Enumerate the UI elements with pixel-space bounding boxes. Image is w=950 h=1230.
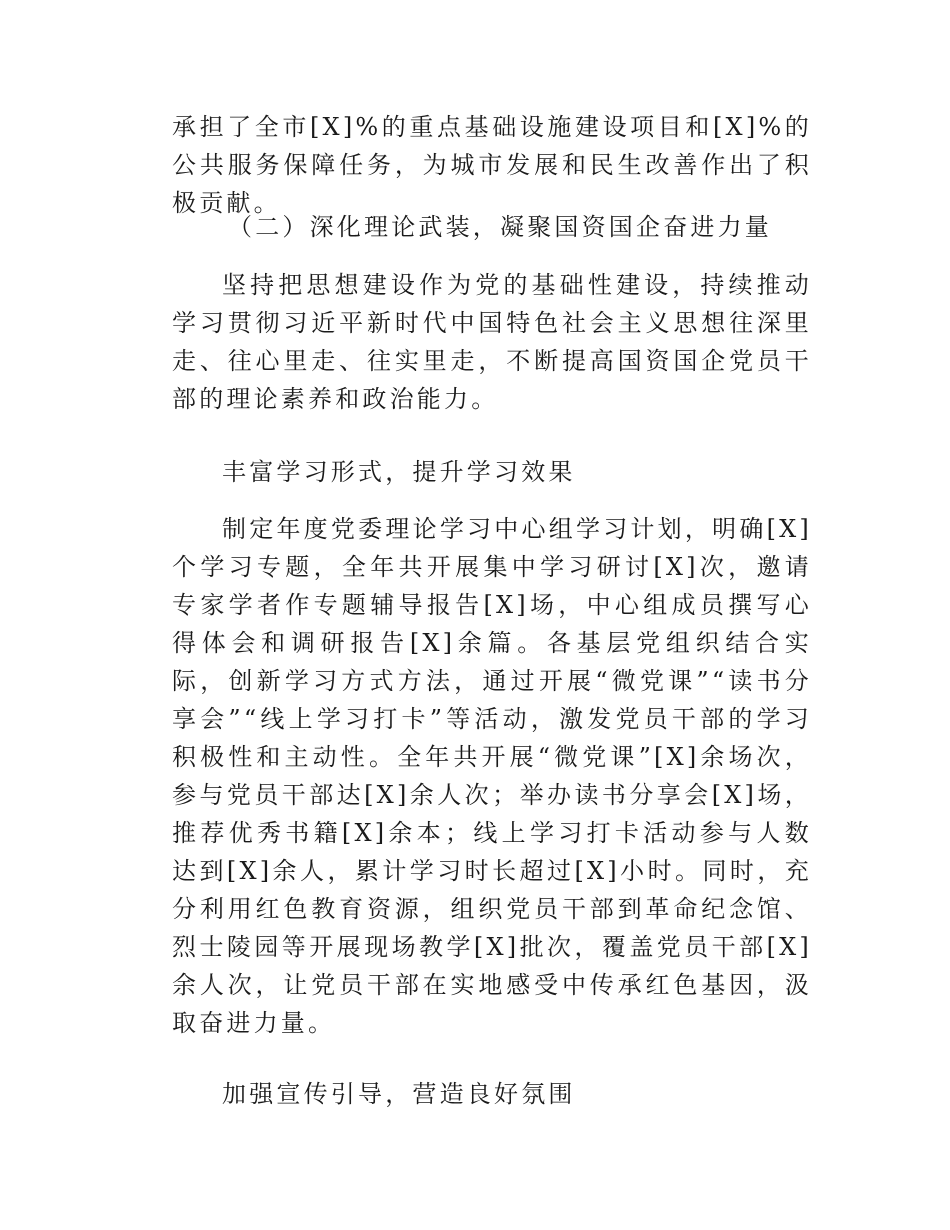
- subheading-learning-forms: 丰富学习形式，提升学习效果: [222, 458, 576, 486]
- paragraph-learning-details: 制定年度党委理论学习中心组学习计划，明确[X]个学习专题，全年共开展集中学习研讨[X]次，邀请专家学者作专题辅导报告[X]场，中心组成员撰写心得体会和调研报告[X]余篇。各基层党组织结合实际，创新学习方式方法，通过开展“微党课”“读书分享会”“线上学习打卡”等活动，激发党员干部的学习积极性和主动性。全年共开展“微党课”[X]余场次，参与党员干部达[X]余人次；举办读书分享会[X]场，推荐优秀书籍[X]余本；线上学习打卡活动参与人数达到[X]余人，累计学习时长超过[X]小时。同时，充分利用红色教育资源，组织党员干部到革命纪念馆、烈士陵园等开展现场教学[X]批次，覆盖党员干部[X]余人次，让党员干部在实地感受中传承红色基因，汲取奋进力量。: [172, 515, 812, 1037]
- subheading-publicity: 加强宣传引导，营造良好氛围: [222, 1080, 576, 1108]
- section-heading: （二）深化理论武装，凝聚国资国企奋进力量: [228, 213, 772, 241]
- paragraph-intro: 坚持把思想建设作为党的基础性建设，持续推动学习贯彻习近平新时代中国特色社会主义思想往深里走、往心里走、往实里走，不断提高国资国企党员干部的理论素养和政治能力。: [172, 271, 812, 413]
- paragraph-continuation: 承担了全市[X]%的重点基础设施建设项目和[X]%的公共服务保障任务，为城市发展和民生改善作出了积极贡献。: [172, 113, 812, 217]
